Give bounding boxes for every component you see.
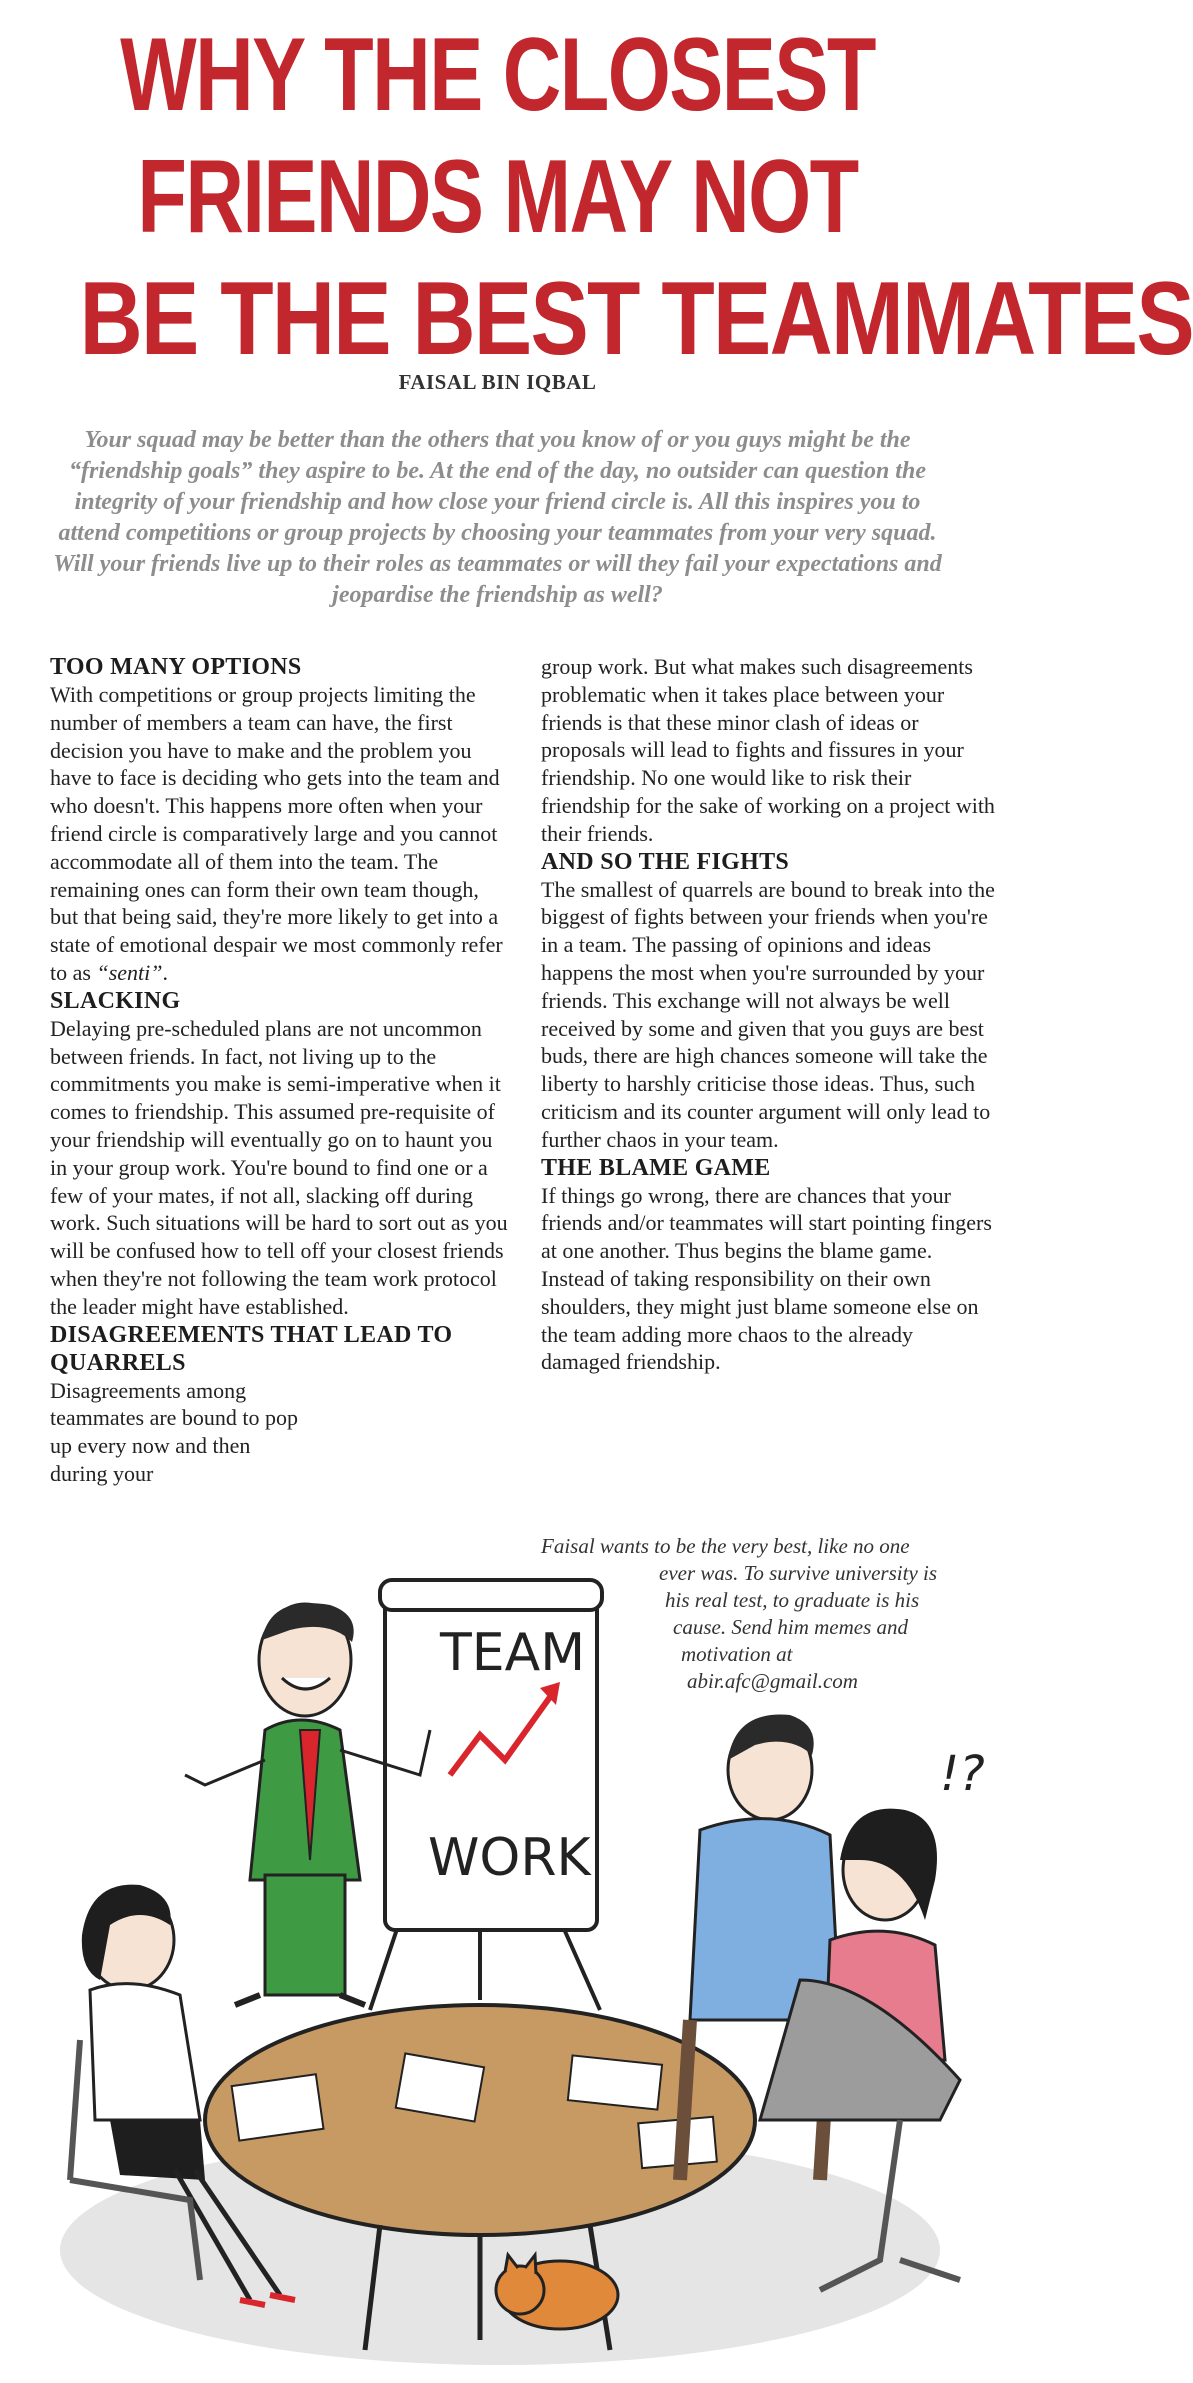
author-byline: FAISAL BIN IQBAL bbox=[398, 370, 597, 394]
paragraph-blame-game: If things go wrong, there are chances that your friends and/or teammates will start pointing fingers at one another. Thus begins the blame game. Instead of taking responsibility on their own shoulders, they might just blame someone else on the team adding more chaos to the already damaged friendship. bbox=[541, 1182, 992, 1375]
heading-blame-game: THE BLAME GAME bbox=[541, 1154, 771, 1181]
bio-line: Faisal wants to be the very best, like no one bbox=[541, 1534, 910, 1558]
headline-line-1: WHY THE CLOSEST bbox=[120, 17, 875, 133]
bio-line: motivation at bbox=[681, 1642, 793, 1666]
paragraph-fights: The smallest of quarrels are bound to break into the biggest of fights between your friends when you're in a team. The passing of opinions and ideas happens the most when you're surrounded by your friends. This exchange will not always be well received by some and given that you guys are best buds, there are high chances someone will take the liberty to harshly criticise those ideas. Thus, such criticism and its counter argument will only lead to further chaos in your team. bbox=[541, 876, 995, 1152]
intro-paragraph: Your squad may be better than the others that you know of or you guys might be the “friendship goals” they aspire to be. At the end of the day, no outsider can question the integrity of your friendship and how close your friend circle is. All this inspires you to attend competitions or group projects by choosing your teammates from your very squad. Will your friends live up to their roles as teammates or will they fail your expectations and jeopardise the friendship as well? bbox=[53, 427, 942, 608]
bio-line: cause. Send him memes and bbox=[673, 1615, 909, 1639]
board-text-team: TEAM bbox=[440, 1623, 586, 1683]
heading-too-many-options: TOO MANY OPTIONS bbox=[50, 654, 302, 680]
headline-line-2: FRIENDS MAY NOT bbox=[137, 139, 858, 255]
heading-fights: AND SO THE FIGHTS bbox=[541, 848, 790, 875]
column-right bbox=[541, 653, 996, 1376]
bio-line: his real test, to graduate is his bbox=[665, 1588, 920, 1612]
headline-line-3: BE THE BEST TEAMMATES bbox=[79, 261, 1193, 377]
team-meeting-illustration bbox=[0, 1560, 995, 2383]
heading-slacking: SLACKING bbox=[50, 987, 181, 1014]
column-left bbox=[50, 653, 510, 1488]
paragraph-too-many-options: With competitions or group projects limiting the number of members a team can have, the first decision you have to make and the problem you have to face is deciding who gets into the team and who doesn't. This happens more often when your friend circle is comparatively large and you cannot accommodate all of them into the team. The remaining ones can form their own team though, but that being said, they're more likely to get into a state of emotional despair we most commonly refer to as “senti”. bbox=[50, 682, 503, 985]
paragraph-disagreements-continued: group work. But what makes such disagreements problematic when it takes place between your friends is that these minor clash of ideas or proposals will lead to fights and fissures in your friendship. No one would like to risk their friendship for the sake of working on a project with their friends. bbox=[541, 654, 995, 846]
senti-term: “senti” bbox=[96, 959, 163, 985]
bio-line: ever was. To survive university is bbox=[659, 1561, 938, 1585]
board-text-work: WORK bbox=[428, 1828, 591, 1888]
paragraph-disagreements: Disagreements among teammates are bound to pop up every now and then during your bbox=[50, 1377, 299, 1486]
paragraph-slacking: Delaying pre-scheduled plans are not uncommon between friends. In fact, not living up to the commitments you make is semi-imperative when it comes to friendship. This assumed pre-requisite of your friendship will eventually go on to haunt you in your group work. You're bound to find one or a few of your mates, if not all, slacking off during work. Such situations will be hard to sort out as you will be confused how to tell off your closest friends when they're not following the team work protocol the leader might have established. bbox=[50, 1015, 508, 1319]
exclamation-mark: !? bbox=[940, 1746, 985, 1802]
heading-disagreements: DISAGREEMENTS THAT LEAD TO QUARRELS bbox=[50, 1321, 453, 1376]
author-email: abir.afc@gmail.com bbox=[687, 1669, 858, 1693]
headline bbox=[0, 14, 1193, 380]
